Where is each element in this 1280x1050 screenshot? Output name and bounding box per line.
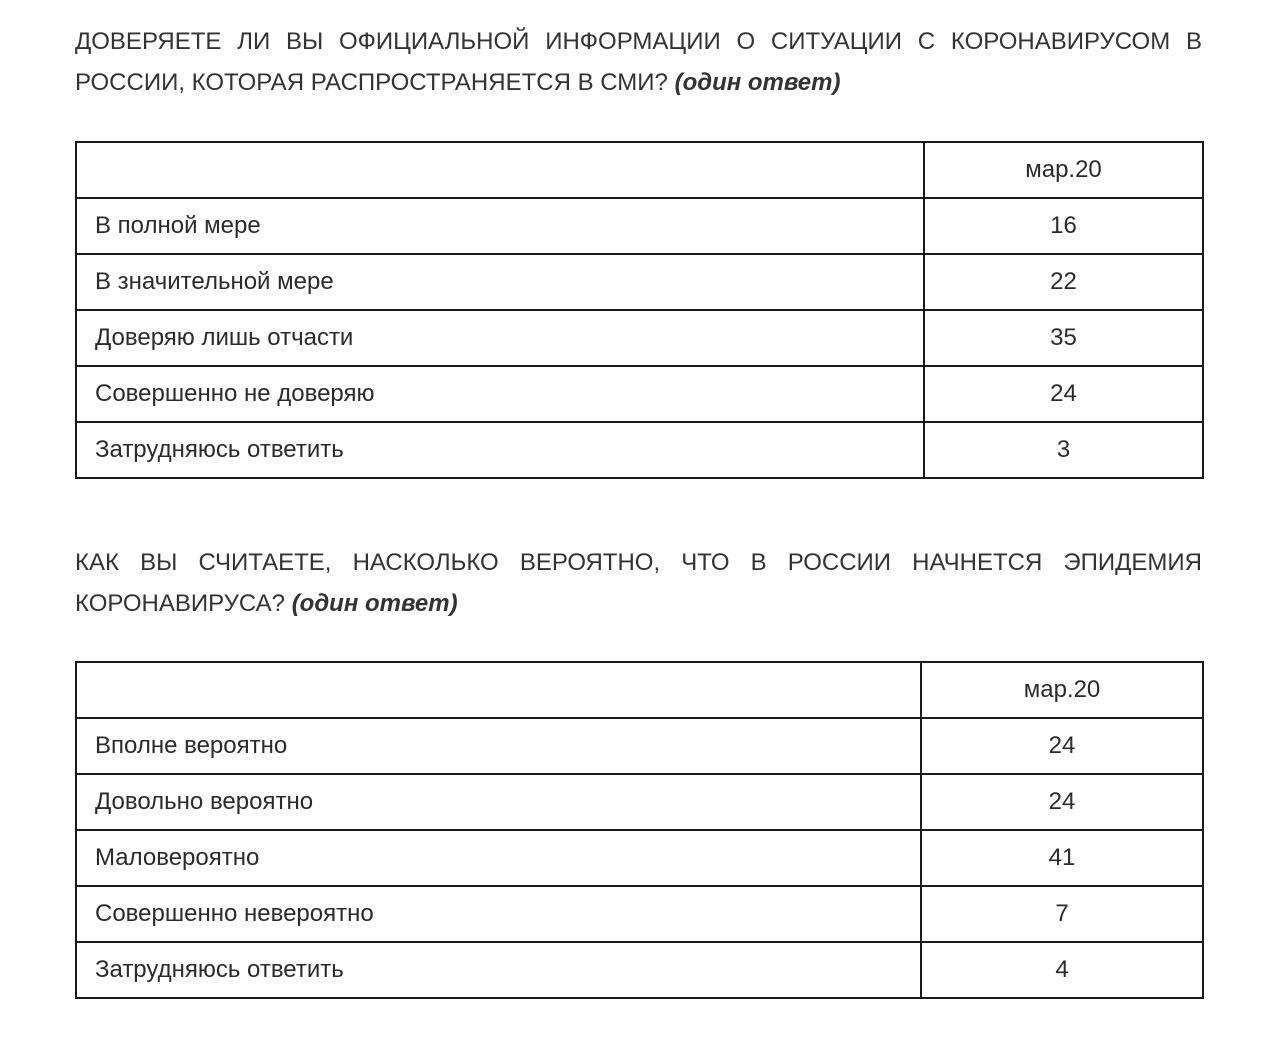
question-2-table (75, 661, 1204, 999)
row-label: Совершенно невероятно (76, 886, 921, 942)
row-value: 3 (924, 422, 1203, 478)
row-label: Затрудняюсь ответить (76, 422, 924, 478)
row-value: 4 (921, 942, 1203, 998)
table-header-row (76, 142, 1203, 198)
table-row (76, 718, 1203, 774)
row-value: 16 (924, 198, 1203, 254)
table-row (76, 366, 1203, 422)
column-header: мар.20 (924, 142, 1203, 198)
header-empty-cell (76, 662, 921, 718)
row-label: Маловероятно (76, 830, 921, 886)
question-2-heading (75, 542, 1202, 624)
table-row (76, 198, 1203, 254)
question-1-heading (75, 21, 1202, 103)
table-row (76, 886, 1203, 942)
row-value: 24 (921, 774, 1203, 830)
table-header-row (76, 662, 1203, 718)
table-row (76, 942, 1203, 998)
row-value: 7 (921, 886, 1203, 942)
row-label: В полной мере (76, 198, 924, 254)
header-empty-cell (76, 142, 924, 198)
row-label: Совершенно не доверяю (76, 366, 924, 422)
question-1-note: (один ответ) (674, 69, 841, 96)
table-row (76, 310, 1203, 366)
row-label: Затрудняюсь ответить (76, 942, 921, 998)
column-header: мар.20 (921, 662, 1203, 718)
row-value: 41 (921, 830, 1203, 886)
table-row (76, 774, 1203, 830)
table-row (76, 830, 1203, 886)
table-row (76, 422, 1203, 478)
row-value: 24 (924, 366, 1203, 422)
table-row (76, 254, 1203, 310)
question-1-text: ДОВЕРЯЕТЕ ЛИ ВЫ ОФИЦИАЛЬНОЙ ИНФОРМАЦИИ О СИТУАЦИИ С КОРОНАВИРУСОМ В РОССИИ, КОТОРАЯ РАСПРОСТРАНЯЕТСЯ В СМИ? (75, 28, 1202, 96)
question-2-note: (один ответ) (291, 590, 458, 617)
row-label: Вполне вероятно (76, 718, 921, 774)
question-1-table (75, 141, 1204, 479)
row-label: Довольно вероятно (76, 774, 921, 830)
row-label: Доверяю лишь отчасти (76, 310, 924, 366)
row-value: 35 (924, 310, 1203, 366)
row-label: В значительной мере (76, 254, 924, 310)
question-2-text: КАК ВЫ СЧИТАЕТЕ, НАСКОЛЬКО ВЕРОЯТНО, ЧТО В РОССИИ НАЧНЕТСЯ ЭПИДЕМИЯ КОРОНАВИРУСА? (75, 549, 1202, 617)
row-value: 22 (924, 254, 1203, 310)
row-value: 24 (921, 718, 1203, 774)
